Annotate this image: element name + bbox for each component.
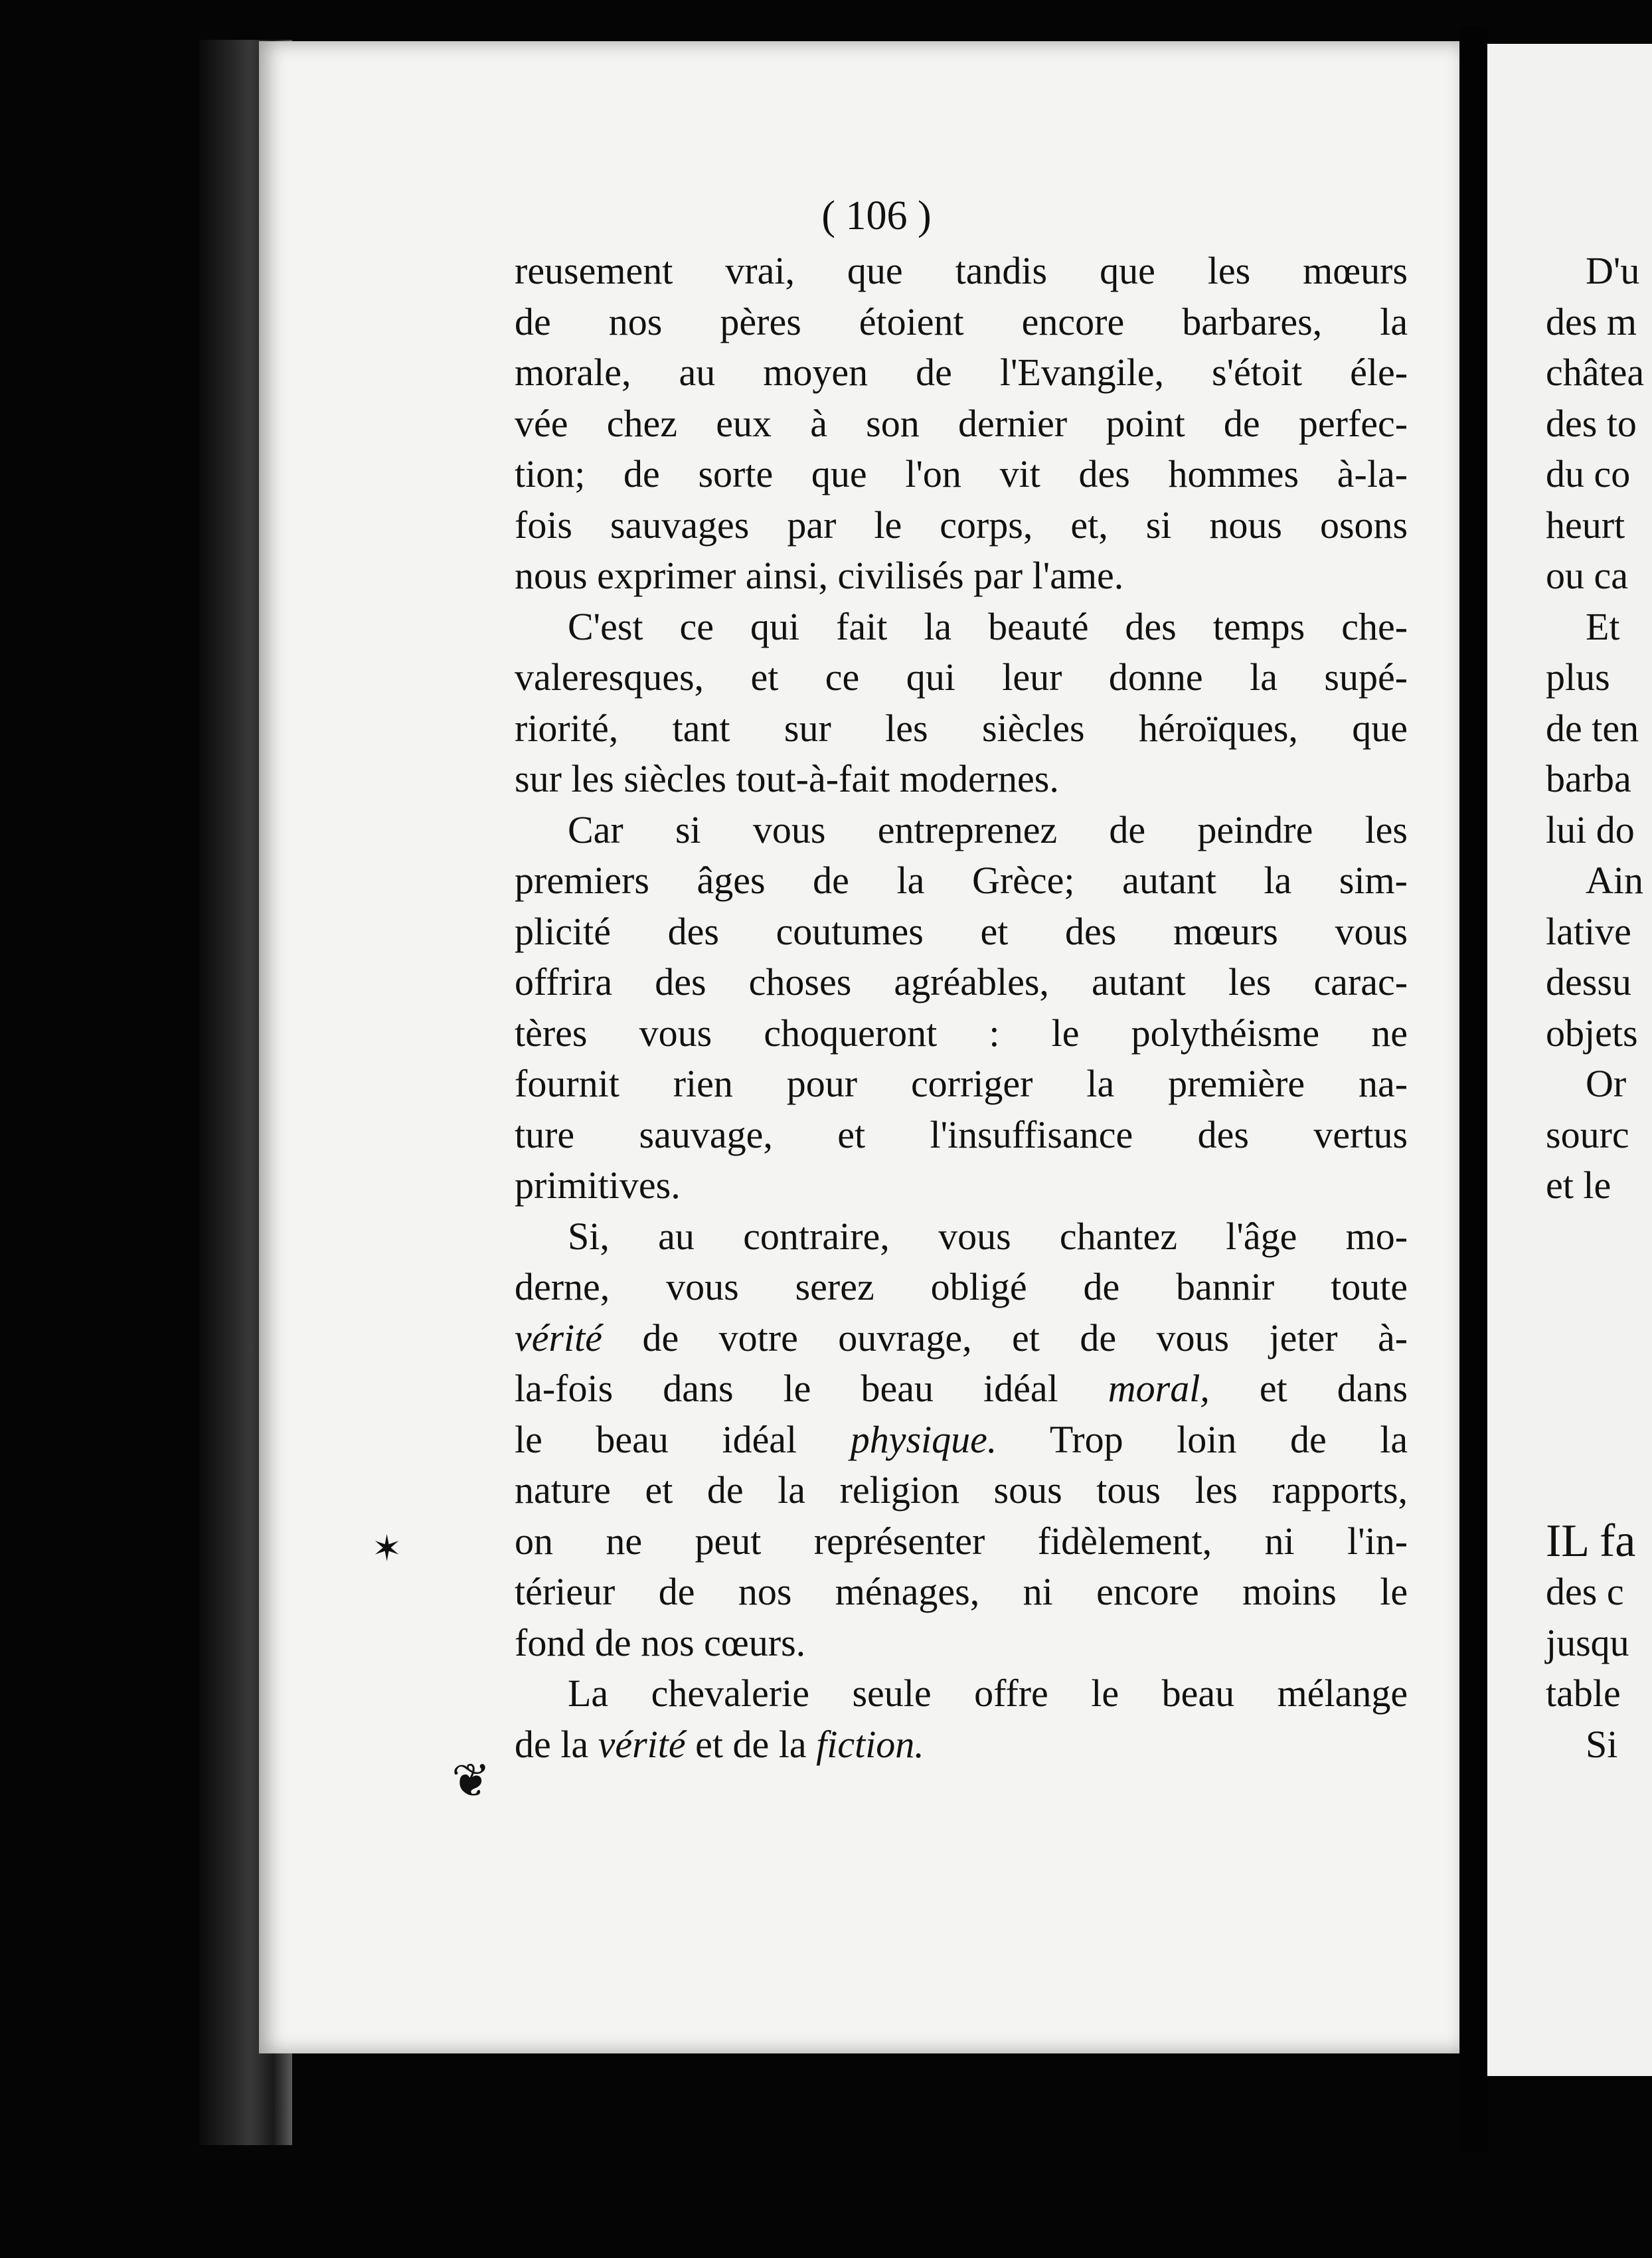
text-line: de nos pères étoient encore barbares, la <box>515 300 1408 343</box>
text-line: térieur de nos ménages, ni encore moins le <box>515 1570 1408 1613</box>
text-line: primitives. <box>515 1164 681 1207</box>
text-line: jusqu <box>1546 1620 1629 1664</box>
text-line <box>1546 1415 1644 1466</box>
ink-blot: ✶ <box>372 1527 402 1569</box>
text-line: IL fa <box>1546 1515 1636 1567</box>
text-line <box>1546 1363 1644 1415</box>
text-line: plus <box>1546 655 1610 699</box>
text-line: des c <box>1546 1570 1624 1613</box>
text-line: sur les siècles tout-à-fait modernes. <box>515 757 1059 800</box>
page-number: ( 106 ) <box>821 193 932 238</box>
text-line: plicité des coutumes et des mœurs vous <box>515 909 1408 953</box>
text-line: nous exprimer ainsi, civilisés par l'ame. <box>515 554 1124 597</box>
text-line: des m <box>1546 300 1637 343</box>
text-line: La chevalerie seule offre le beau mélange <box>568 1672 1408 1715</box>
text-line <box>1546 1211 1644 1262</box>
text-line: lative <box>1546 909 1631 953</box>
text-line: châtea <box>1546 351 1645 394</box>
text-line: Ain <box>1586 859 1643 902</box>
text-line: Car si vous entreprenez de peindre les <box>568 808 1408 851</box>
text-line: on ne peut représenter fidèlement, ni l'in- <box>515 1519 1408 1563</box>
text-line: Si <box>1586 1722 1618 1766</box>
text-line <box>1546 1262 1644 1313</box>
text-line: barba <box>1546 757 1631 800</box>
text-line: ture sauvage, et l'insuffisance des vertus <box>515 1112 1408 1156</box>
text-line: ou ca <box>1546 554 1628 597</box>
text-line: derne, vous serez obligé de bannir toute <box>515 1265 1408 1308</box>
left-page-text <box>515 246 1408 1770</box>
text-line: tion; de sorte que l'on vit des hommes à-la- <box>515 452 1408 495</box>
text-line: riorité, tant sur les siècles héroïques, que <box>515 706 1408 750</box>
text-line <box>1546 1465 1644 1516</box>
text-line: morale, au moyen de l'Evangile, s'étoit éle- <box>515 351 1408 394</box>
right-page-text <box>1546 246 1644 1770</box>
text-line: sourc <box>1546 1112 1629 1156</box>
text-line: dessu <box>1546 960 1631 1003</box>
text-line: des to <box>1546 401 1637 445</box>
text-line: valeresques, et ce qui leur donne la supé- <box>515 655 1408 699</box>
text-line: Si, au contraire, vous chantez l'âge mo- <box>568 1214 1408 1258</box>
text-line: C'est ce qui fait la beauté des temps che- <box>568 604 1408 648</box>
text-line: premiers âges de la Grèce; autant la sim- <box>515 859 1408 902</box>
text-line: objets <box>1546 1011 1638 1055</box>
text-line: de ten <box>1546 706 1639 750</box>
text-line: de la vérité et de la fiction. <box>515 1722 924 1766</box>
text-line: Or <box>1586 1062 1627 1105</box>
text-line: reusement vrai, que tandis que les mœurs <box>515 249 1408 292</box>
text-line: tères vous choqueront : le polythéisme ne <box>515 1011 1408 1055</box>
ink-blot: ❦ <box>452 1753 491 1808</box>
text-line <box>1546 1313 1644 1364</box>
text-line: du co <box>1546 452 1631 495</box>
text-line: fond de nos cœurs. <box>515 1620 806 1664</box>
text-line: fournit rien pour corriger la première na- <box>515 1062 1408 1105</box>
text-line: nature et de la religion sous tous les rapports, <box>515 1468 1408 1512</box>
page-gutter <box>1459 27 1487 2152</box>
text-line: offrira des choses agréables, autant les carac- <box>515 960 1408 1003</box>
text-line: vée chez eux à son dernier point de perfec- <box>515 401 1408 445</box>
text-line: vérité de votre ouvrage, et de vous jeter à- <box>515 1316 1408 1359</box>
text-line: la-fois dans le beau idéal moral, et dans <box>515 1367 1408 1410</box>
text-line: Et <box>1586 604 1620 648</box>
text-line: heurt <box>1546 503 1625 547</box>
text-line: lui do <box>1546 808 1635 851</box>
text-line: table <box>1546 1672 1621 1715</box>
text-line: et le <box>1546 1164 1611 1207</box>
text-line: fois sauvages par le corps, et, si nous osons <box>515 503 1408 547</box>
text-line: le beau idéal physique. Trop loin de la <box>515 1417 1408 1461</box>
text-line: D'u <box>1586 249 1640 292</box>
